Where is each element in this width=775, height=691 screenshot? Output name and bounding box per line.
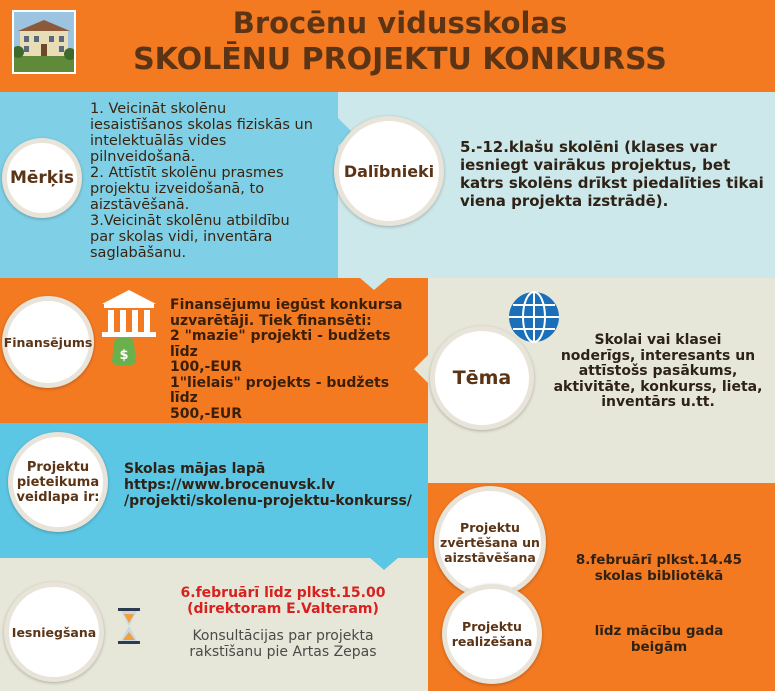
school-photo — [12, 10, 76, 74]
pointer-pieteikums — [370, 558, 398, 570]
zvertesana-text: 8.februārī plkst.14.45 skolas bibliotēkā — [575, 552, 743, 584]
finansejums-text: Finansējumu iegūst konkursa uzvarētāji. Tiek finansēti: 2 "mazie" projekti - budžets līdz 100,-EUR 1"lielais" projekts - budžets līdz 500,-EUR — [170, 297, 403, 422]
iesniegsana-consult: Konsultācijas par projekta rakstīšanu pie Artas Zepas — [189, 628, 377, 660]
pieteikums-text: Skolas mājas lapā https://www.brocenuvsk.lv /projekti/skolenu-projektu-konkurss/ — [124, 461, 412, 509]
pointer-finansejums — [360, 278, 388, 290]
realizesana-text: līdz mācību gada beigām — [594, 623, 724, 655]
label-iesniegsana: Iesniegšana — [4, 582, 104, 682]
label-merkis: Mērķis — [2, 138, 82, 218]
label-zvertesana: Projektu zvērtēšana un aizstāvēšana — [434, 486, 546, 598]
hourglass-icon — [117, 608, 141, 644]
merkis-text: 1. Veicināt skolēnu iesaistīšanos skolas fiziskās un intelektuālās vides pilnveidošanā. 2. Attīstīt skolēnu prasmes projektu izveidošanā, to aizstāvēšanā. 3.Veicināt skolēnu atbildību par skolas vidi, inventāra saglabāšanu. — [90, 101, 313, 261]
iesniegsana-deadline: 6.februārī līdz plkst.15.00 (direktoram E.Valteram) — [180, 585, 386, 617]
title-school: Brocēnu vidusskolas — [232, 6, 568, 40]
label-realizesana: Projektu realizēšana — [442, 584, 542, 684]
dalibnieki-text: 5.-12.klašu skolēni (klases var iesniegt vairākus projektus, bet katrs skolēns drīkst piedalīties tikai viena projekta izstrādē). — [460, 138, 764, 210]
svg-text:$: $ — [119, 348, 129, 363]
tema-text: Skolai vai klasei noderīgs, interesants un attīstošs pasākums, aktivitāte, konkurss, lieta, inventārs u.tt. — [553, 332, 763, 410]
label-dalibnieki: Dalībnieki — [334, 116, 444, 226]
label-pieteikums: Projektu pieteikuma veidlapa ir: — [8, 432, 108, 532]
label-finansejums: Finansējums — [2, 296, 94, 388]
label-tema: Tēma — [430, 326, 534, 430]
bank-money-icon — [98, 288, 160, 366]
title-contest: SKOLĒNU PROJEKTU KONKURSS — [133, 42, 667, 77]
